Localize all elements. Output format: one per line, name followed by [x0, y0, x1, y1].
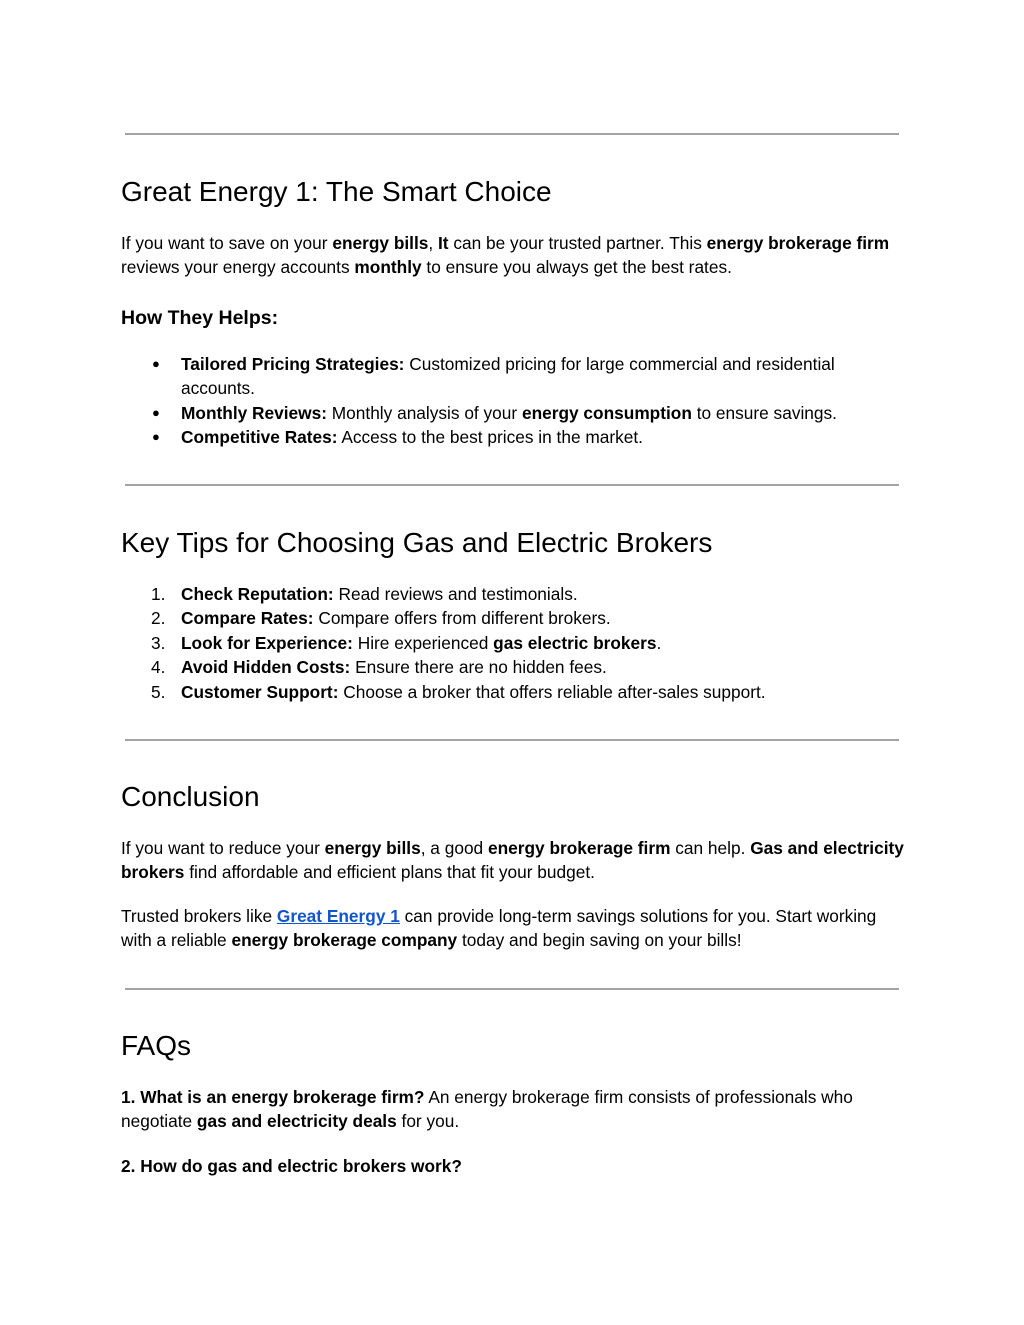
section-title-conclusion: Conclusion — [121, 781, 260, 812]
tips-list — [121, 582, 911, 704]
great-energy-link[interactable]: Great Energy 1 — [276, 906, 400, 926]
horizontal-divider — [125, 133, 899, 135]
list-item: 3. Look for Experience: Hire experienced gas electric brokers. — [121, 631, 911, 655]
list-item: 4. Avoid Hidden Costs: Ensure there are no hidden fees. — [121, 655, 911, 679]
list-item: 5. Customer Support: Choose a broker that offers reliable after-sales support. — [121, 680, 911, 704]
benefits-list — [121, 352, 911, 450]
intro-paragraph: If you want to save on your energy bills, It can be your trusted partner. This energy brokerage firm reviews your energy accounts monthly to ensure you always get the best rates. — [121, 233, 890, 278]
conclusion-paragraph-2: Trusted brokers like Great Energy 1 can provide long-term savings solutions for you. Start working with a reliable energy brokerage company today and begin saving on your bills! — [121, 906, 877, 951]
list-number: 4. — [151, 657, 166, 678]
list-number: 1. — [151, 584, 166, 604]
section-title-faqs: FAQs — [121, 1030, 192, 1061]
list-number: 2. — [151, 608, 166, 629]
list-number: 3. — [151, 632, 166, 653]
list-item: ● Monthly Reviews: Monthly analysis of your energy consumption to ensure savings. — [121, 401, 911, 425]
subheading-how-they-helps: How They Helps: — [121, 307, 279, 329]
horizontal-divider — [125, 484, 899, 486]
section-title-great-energy: Great Energy 1: The Smart Choice — [121, 176, 552, 207]
bullet-icon: ● — [152, 356, 160, 371]
horizontal-divider — [125, 739, 899, 741]
faq-item-2 — [121, 1154, 911, 1178]
faq-question: 1. What is an energy brokerage firm? — [121, 1087, 425, 1107]
bullet-icon: ● — [152, 429, 160, 445]
section-title-key-tips: Key Tips for Choosing Gas and Electric Brokers — [121, 527, 713, 558]
list-number: 5. — [151, 681, 166, 702]
list-item: ● Tailored Pricing Strategies: Customized pricing for large commercial and residential accounts. — [152, 354, 835, 399]
faq-item-1: 1. What is an energy brokerage firm? An energy brokerage firm consists of professionals who negotiate gas and electricity deals for you. — [121, 1087, 853, 1132]
list-item: 2. Compare Rates: Compare offers from different brokers. — [121, 606, 911, 630]
list-item: ● Competitive Rates: Access to the best prices in the market. — [121, 425, 911, 449]
list-item: 1. Check Reputation: Read reviews and testimonials. — [121, 582, 911, 606]
bullet-icon: ● — [152, 404, 160, 420]
horizontal-divider — [125, 988, 899, 990]
conclusion-paragraph-1: If you want to reduce your energy bills, a good energy brokerage firm can help. Gas and electricity brokers find affordable and efficient plans that fit your budget. — [121, 838, 904, 883]
faq-question: 2. How do gas and electric brokers work? — [121, 1156, 462, 1176]
